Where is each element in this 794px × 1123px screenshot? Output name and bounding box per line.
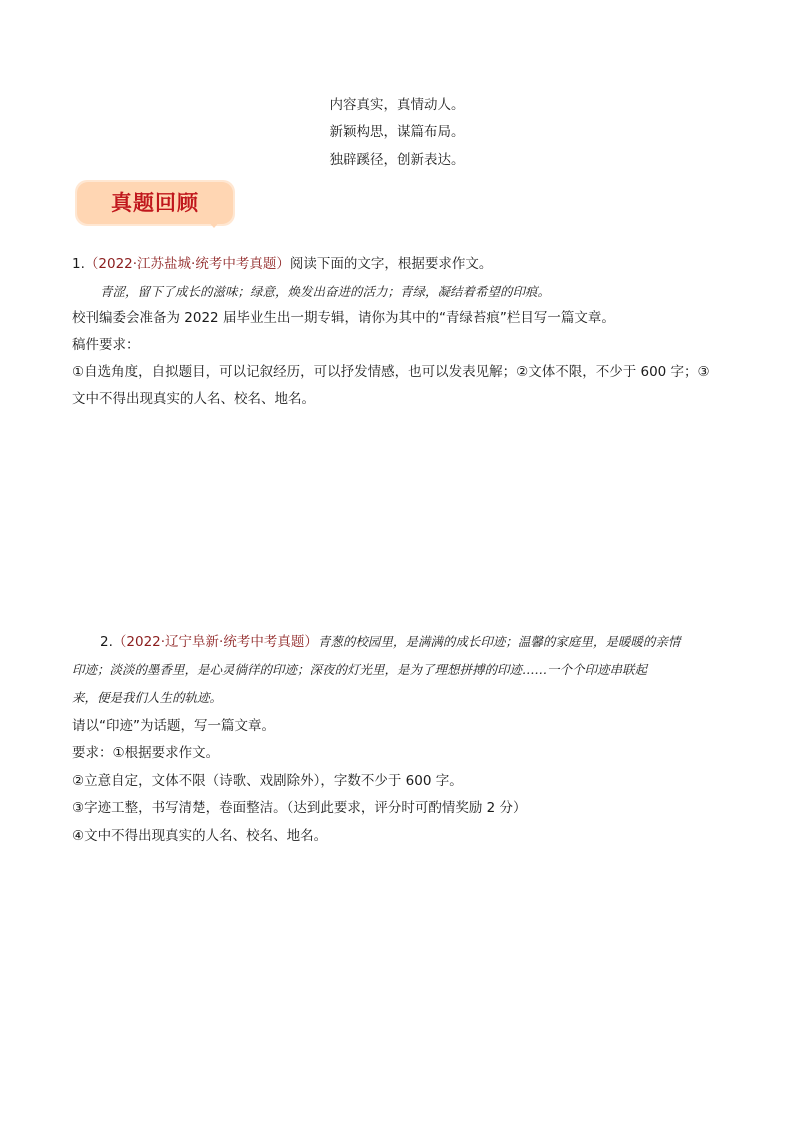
q1-requirements-title: 稿件要求： [72,337,140,353]
q2-quote-line-2: 印迹；淡淡的墨香里，是心灵徜徉的印迹；深夜的灯光里，是为了理想拼搏的印迹……一个个印迹串联起 [72,662,648,677]
q2-requirement-4: ④文中不得出现真实的人名、校名、地名。 [72,828,328,844]
q1-requirements-line-2: 文中不得出现真实的人名、校名、地名。 [72,391,315,407]
q2-quote-line-1: 青葱的校园里，是满满的成长印迹；温馨的家庭里，是暖暖的亲情 [317,634,681,649]
intro-line-2: 新颖构思，谋篇布局。 [329,124,465,140]
q1-header [72,255,732,273]
q2-requirement-2: ②立意自定，文体不限（诗歌、戏剧除外），字数不少于 600 字。 [72,773,463,789]
section-title: 真题回顾 [111,191,199,215]
q2-number: 2. [100,634,113,650]
q1-source: （2022·江苏盐城·统考中考真题） [84,256,290,272]
q1-number: 1. [72,256,85,272]
section-heading-badge [75,180,237,232]
q2-quote-line-3: 来，便是我们人生的轨迹。 [72,690,223,705]
intro-line-1: 内容真实，真情动人。 [329,97,465,113]
intro-line-3: 独辟蹊径，创新表达。 [329,152,465,168]
q1-prompt: 阅读下面的文字，根据要求作文。 [289,256,493,272]
q2-source: （2022·辽宁阜新·统考中考真题） [112,634,318,650]
q2-requirement-3: ③字迹工整，书写清楚，卷面整洁。（达到此要求，评分时可酌情奖励 2 分） [72,800,527,816]
q2-task: 请以“印迹”为话题，写一篇文章。 [72,718,275,734]
q2-header [100,633,760,651]
q1-requirements-line-1: ①自选角度，自拟题目，可以记叙经历，可以抒发情感，也可以发表见解；②文体不限，不少于 600 字；③ [72,364,710,380]
q1-quote: 青涩，留下了成长的滋味；绿意，焕发出奋进的活力；青绿，凝结着希望的印痕。 [100,284,551,299]
q1-task: 校刊编委会准备为 2022 届毕业生出一期专辑，请你为其中的“青绿苔痕”栏目写一篇文章。 [72,310,615,326]
q2-requirement-1: 要求：①根据要求作文。 [72,745,220,761]
